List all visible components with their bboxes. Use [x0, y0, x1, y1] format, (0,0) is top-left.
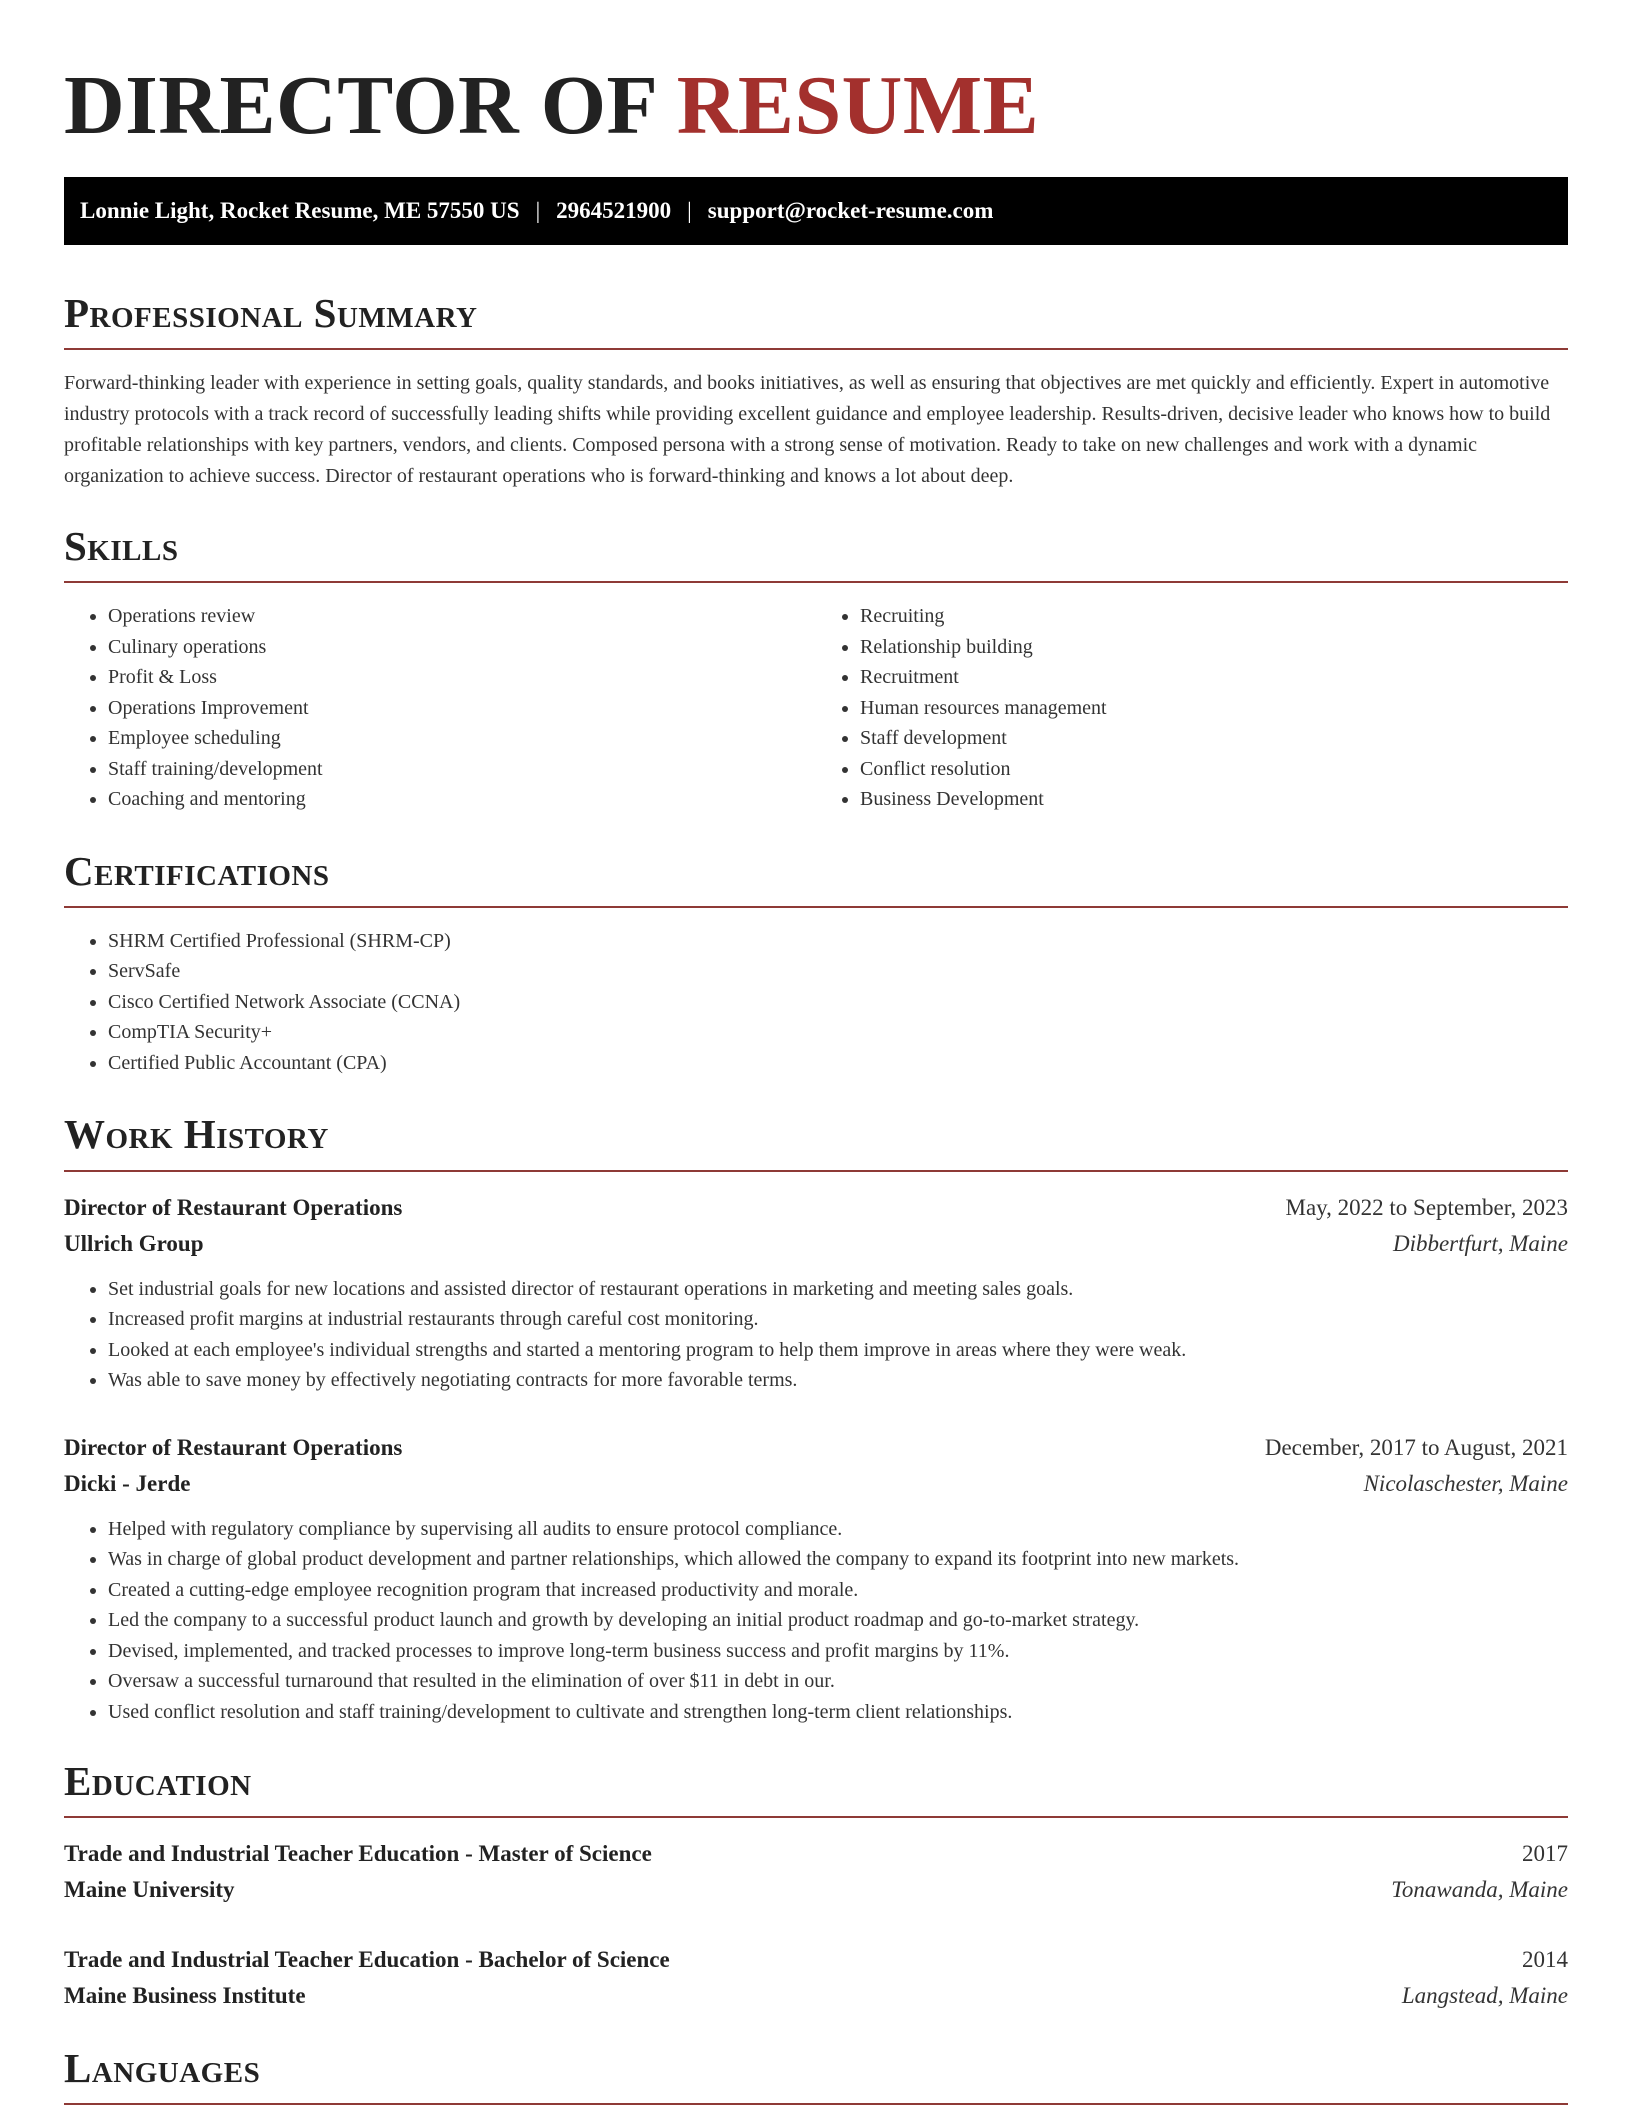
job-entry [64, 1430, 1568, 1728]
skill-item: • Human resources management [860, 693, 1568, 724]
skill-item: • Business Development [860, 784, 1568, 815]
resume-title [64, 56, 1568, 157]
work-history-heading: Work History [64, 1110, 1568, 1171]
job-location: Dibbertfurt, Maine [1392, 1230, 1568, 1256]
title-main: DIRECTOR OF [64, 59, 656, 152]
job-bullet: • Created a cutting-edge employee recognition program that increased productivity and morale. [108, 1575, 1568, 1606]
education-degree-row [64, 1942, 1568, 1978]
job-bullet: • Looked at each employee's individual strengths and started a mentoring program to help them improve in areas where they were weak. [108, 1335, 1568, 1366]
education-year: 2014 [1522, 1947, 1568, 1973]
job-entry [64, 1190, 1568, 1396]
skill-item: • Culinary operations [108, 632, 816, 663]
job-title: Director of Restaurant Operations [64, 1434, 403, 1460]
skill-item: • Staff training/development [108, 754, 816, 785]
title-accent: RESUME [676, 59, 1040, 152]
education-entry [64, 1836, 1568, 1908]
job-bullets [64, 1274, 1568, 1396]
skill-item: • Profit & Loss [108, 662, 816, 693]
summary-text: Forward-thinking leader with experience in setting goals, quality standards, and books initiatives, as well as ensuring that objectives are met quickly and efficiently. Expert in automotive industry protocols with a track record of successfully leading shifts while providing excellent guidance and employee leadership. Results-driven, decisive leader who knows how to build profitable relationships with key partners, vendors, and clients. Composed persona with a strong sense of motivation. Ready to take on new challenges and work with a dynamic organization to achieve success. Director of restaurant operations who is forward-thinking and knows a lot about deep. [64, 371, 1551, 487]
job-bullet: • Used conflict resolution and staff training/development to cultivate and strengthen long-term client relationships. [108, 1697, 1568, 1728]
education-location: Tonawanda, Maine [1391, 1877, 1568, 1903]
skill-item: • Coaching and mentoring [108, 784, 816, 815]
education-degree: Trade and Industrial Teacher Education - Bachelor of Science [64, 1947, 670, 1973]
summary-section [64, 289, 1568, 492]
job-bullet: • Increased profit margins at industrial restaurants through careful cost monitoring. [108, 1304, 1568, 1335]
skill-item: • Employee scheduling [108, 723, 816, 754]
job-bullet: • Set industrial goals for new locations and assisted director of restaurant operations in marketing and meeting sales goals. [108, 1274, 1568, 1305]
certification-item: • Certified Public Accountant (CPA) [108, 1048, 1568, 1079]
certification-item: • CompTIA Security+ [108, 1017, 1568, 1048]
job-bullet: • Was in charge of global product development and partner relationships, which allowed the company to expand its footprint into new markets. [108, 1544, 1568, 1575]
job-bullets [64, 1514, 1568, 1728]
skills-columns [64, 583, 1568, 815]
skills-list-right [816, 601, 1568, 815]
job-dates: December, 2017 to August, 2021 [1264, 1434, 1568, 1460]
job-title: Director of Restaurant Operations [64, 1194, 403, 1220]
job-company-row [64, 1226, 1568, 1262]
contact-bar [64, 177, 1568, 245]
work-history-section [64, 1110, 1568, 1727]
contact-separator: | [687, 197, 692, 223]
skills-list-left [64, 601, 816, 815]
job-bullet: • Devised, implemented, and tracked processes to improve long-term business success and profit margins by 11%. [108, 1636, 1568, 1667]
certifications-heading: Certifications [64, 847, 1568, 908]
languages-heading: Languages [64, 2044, 1568, 2105]
education-section [64, 1757, 1568, 2014]
education-heading: Education [64, 1757, 1568, 1818]
skill-item: • Relationship building [860, 632, 1568, 663]
contact-phone: 2964521900 [556, 197, 672, 223]
job-company: Dicki - Jerde [64, 1470, 191, 1496]
languages-section [64, 2044, 1568, 2105]
skill-item: • Recruitment [860, 662, 1568, 693]
contact-name-address: Lonnie Light, Rocket Resume, ME 57550 US [80, 197, 520, 223]
job-bullet: • Was able to save money by effectively negotiating contracts for more favorable terms. [108, 1365, 1568, 1396]
skills-section [64, 522, 1568, 815]
certification-item: • ServSafe [108, 956, 1568, 987]
contact-email[interactable]: support@rocket-resume.com [707, 197, 994, 223]
job-location: Nicolaschester, Maine [1363, 1470, 1568, 1496]
education-school: Maine University [64, 1877, 235, 1903]
skill-item: • Operations review [108, 601, 816, 632]
skill-item: • Recruiting [860, 601, 1568, 632]
education-degree-row [64, 1836, 1568, 1872]
education-school-row [64, 1872, 1568, 1908]
skill-item: • Staff development [860, 723, 1568, 754]
job-company-row [64, 1466, 1568, 1502]
education-year: 2017 [1522, 1841, 1568, 1867]
certifications-list [64, 926, 1568, 1079]
certification-item: • Cisco Certified Network Associate (CCNA) [108, 987, 1568, 1018]
summary-heading: Professional Summary [64, 289, 1568, 350]
skill-item: • Operations Improvement [108, 693, 816, 724]
education-school-row [64, 1978, 1568, 2014]
job-bullet: • Helped with regulatory compliance by supervising all audits to ensure protocol compliance. [108, 1514, 1568, 1545]
job-bullet: • Led the company to a successful product launch and growth by developing an initial product roadmap and go-to-market strategy. [108, 1605, 1568, 1636]
certifications-section [64, 847, 1568, 1079]
education-degree: Trade and Industrial Teacher Education - Master of Science [64, 1841, 652, 1867]
skill-item: • Conflict resolution [860, 754, 1568, 785]
job-title-row [64, 1430, 1568, 1466]
contact-separator: | [535, 197, 541, 223]
certification-item: • SHRM Certified Professional (SHRM-CP) [108, 926, 1568, 957]
job-company: Ullrich Group [64, 1230, 204, 1256]
education-location: Langstead, Maine [1401, 1983, 1568, 2009]
education-school: Maine Business Institute [64, 1983, 306, 2009]
job-dates: May, 2022 to September, 2023 [1285, 1194, 1568, 1220]
job-bullet: • Oversaw a successful turnaround that resulted in the elimination of over $11 in debt in our. [108, 1666, 1568, 1697]
job-title-row [64, 1190, 1568, 1226]
skills-heading: Skills [64, 522, 1568, 583]
education-entry [64, 1942, 1568, 2014]
